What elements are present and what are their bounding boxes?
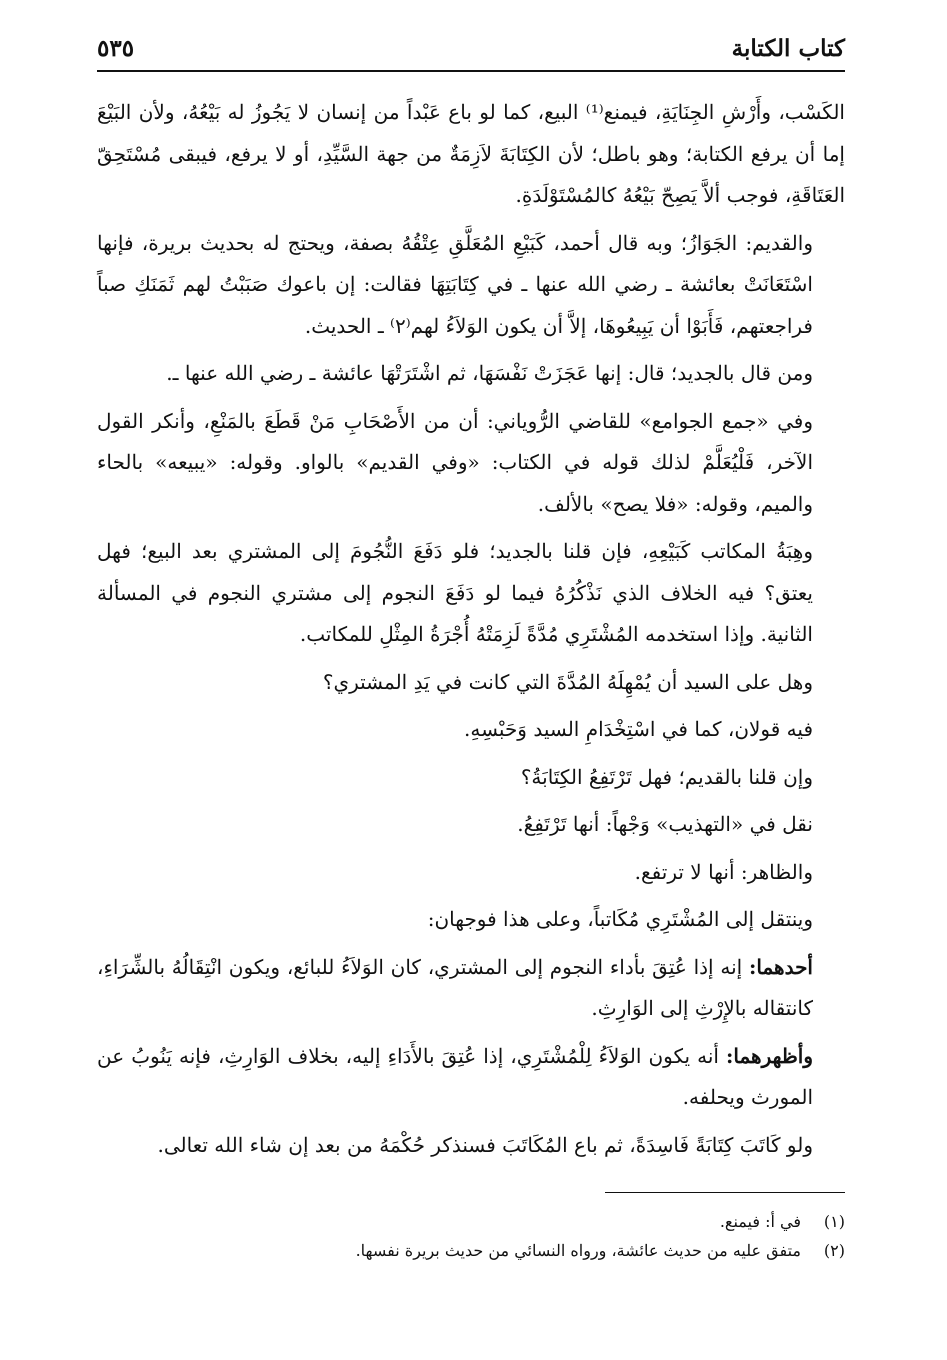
footnote-2 — [97, 1236, 845, 1265]
footnote-number: (٢) — [823, 1241, 845, 1260]
second-view-label: وأظهرهما: — [726, 1043, 813, 1068]
paragraph-5: وهِبَةُ المكاتب كَبَيْعِهِ، فإن قلنا بالجديد؛ فلو دَفَعَ النُّجُومَ إلى المشتري بعد البيع؛ فهل يعتق؟ فيه الخلاف الذي نَذْكُرُهُ فيما لو دَفَعَ النجوم إلى مشتري النجوم في المسألة الثانية. وإذا استخدمه المُشْتَرِي مُدَّةً لَزِمَتْهُ أُجْرَةُ المِثْلِ للمكاتب. — [97, 539, 813, 646]
first-view-paragraph — [97, 947, 845, 1030]
paragraph-4: وفي «جمع الجوامع» للقاضي الرُّوياني: أن من الأَصْحَابِ مَنْ قَطَعَ بالمَنْعِ، وأنكر القول الآخر، فَلْيُعَلَّمْ لذلك قوله في الكتاب: «وفي القديم» بالواو. وقوله: «يبيعه» بالحاء والميم، وقوله: «فلا يصح» بالألف. — [97, 408, 813, 516]
running-title: كتاب الكتابة — [731, 34, 845, 62]
second-view-text: أنه يكون الوَلاَءُ لِلْمُشْتَرِي، إذا عُتِقَ بالأَدَاءِ إليه، بخلاف الوَارِثِ، فإنه يَنُوبُ عن المورث ويحلفه. — [97, 1043, 813, 1109]
page-number: ٥٣٥ — [97, 34, 135, 62]
paragraph-1: الكَسْب، وأَرْشِ الجِنَايَةِ، فيمنع⁽¹⁾ البيع، كما لو باع عَبْداً من إنسان لا يَجُوزُ له بَيْعُهُ، ولأن البَيْعَ إما أن يرفع الكتابة؛ وهو باطل؛ لأن الكِتَابَةَ لاَزِمَةٌ من جهة السَّيِّدِ، أو لا يرفع، فيبقى مُسْتَحِقّ العَتَاقَةِ، فوجب ألاَّ يَصِحّ بَيْعُهُ كالمُسْتَوْلَدَةِ. — [97, 100, 845, 207]
short-line-6: وينتقل إلى المُشْتَرِي مُكَاتباً، وعلى هذا فوجهان: — [427, 907, 813, 931]
page-header — [97, 26, 845, 72]
footnote-text: في أ: فيمنع. — [719, 1212, 801, 1231]
footnote-text: متفق عليه من حديث عائشة، ورواه النسائي من حديث بريرة نفسها. — [355, 1241, 801, 1260]
paragraph-3: ومن قال بالجديد؛ قال: إنها عَجَزَتْ نَفْسَهَا، ثم اشْتَرَتْهَا عائشة ـ رضي الله عنها ـ. — [166, 361, 813, 385]
first-view-label: أحدهما: — [748, 954, 813, 979]
footnote-divider — [605, 1192, 845, 1193]
paragraph-2: والقديم: الجَوَازُ؛ وبه قال أحمد، كَبَيْعِ المُعَلَّقِ عِتْقُهُ بصفة، ويحتج له بحديث بريرة، فإنها اسْتَعَانَتْ بعائشة ـ رضي الله عنها ـ في كِتَابَتِهَا فقالت: إن باعوك صَبَبْتُ لهم ثَمَنَكِ صباً فراجعتهم، فَأَبَوْا أن يَبِيعُوهَا، إلاَّ أن يكون الوَلاَءُ لهم⁽٢⁾ ـ الحديث. — [97, 230, 813, 338]
second-view-paragraph — [97, 1036, 845, 1119]
closing-paragraph: ولو كَاتَبَ كِتَابَةً فَاسِدَةً، ثم باع المُكَاتَبَ فسنذكر حُكْمَهُ من بعد إن شاء الله تعالى. — [157, 1132, 813, 1157]
short-line-5: والظاهر: أنها لا ترتفع. — [634, 859, 813, 884]
main-text — [97, 92, 845, 1172]
short-line-1: وهل على السيد أن يُمْهِلَهُ المُدَّةَ التي كانت في يَدِ المشتري؟ — [322, 669, 813, 694]
first-view-text: إنه إذا عُتِقَ بأداء النجوم إلى المشتري، كان الوَلاَءُ للبائع، ويكون انْتِقَالُهُ بالشِّرَاءِ، كانتقاله بالإِرْثِ إلى الوَارِثِ. — [97, 954, 813, 1020]
footnote-1 — [97, 1207, 845, 1236]
footnotes — [97, 1207, 845, 1265]
short-line-3: وإن قلنا بالقديم؛ فهل تَرْتَفِعُ الكِتَابَةُ؟ — [520, 764, 813, 789]
footnote-number: (١) — [823, 1212, 845, 1231]
short-line-4: نقل في «التهذيب» وَجْهاً: أنها تَرْتَفِعُ. — [517, 812, 813, 836]
short-line-2: فيه قولان، كما في اسْتِخْدَامِ السيد وَحَبْسِهِ. — [463, 717, 813, 741]
